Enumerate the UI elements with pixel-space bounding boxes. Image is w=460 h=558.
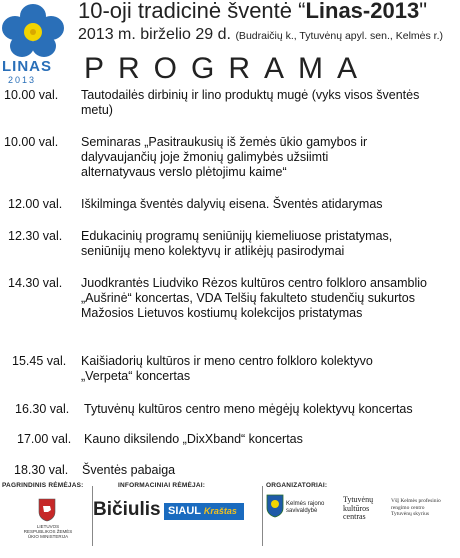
program-time: 14.30 val. [8,276,63,290]
program-time: 12.00 val. [8,197,63,211]
sponsors-footer [0,482,460,558]
page-title: 10-oji tradicinė šventė “Linas-2013" [78,0,427,23]
program-time: 17.00 val. [17,432,72,446]
flax-flower-icon [2,2,64,60]
program-description: Kauno diksilendo „DixXband“ koncertas [84,432,303,446]
program-description: Tytuvėnų kultūros centro meno mėgėjų kolektyvų koncertas [84,402,413,416]
organizers-label: ORGANIZATORIAI: [266,482,328,489]
program-time: 18.30 val. [14,463,69,477]
program-time: 10.00 val. [4,135,59,149]
programa-heading: PROGRAMA [84,52,372,85]
program-time: 12.30 val. [8,229,63,243]
event-date: 2013 m. birželio 29 d. (Budraičių k., Tytuvėnų apyl. sen., Kelmės r.) [78,26,444,43]
program-description: Juodkrantės Liudviko Rėzos kultūros centro folkloro ansamblio „Aušrinė“ koncertas, VDA Telšių fakulteto studenčių sukurtos Mažosios Lietuvos kostiumų kolekcijos pristatymas [81,276,428,320]
kelmes-emblem-icon [266,494,284,518]
siauliu-krastas-logo: SIAUL Kraštas [164,503,244,520]
kelmes-municipality: Kelmės rajono savivaldybė [286,501,325,514]
program-description: Seminaras „Pasitraukusių iš žemės ūkio gamybos ir dalyvaujančių joje žmonių galimybės užsiimti alternatyvaus verslo plėtojimu kaime“ [81,135,368,179]
biciulis-logo: Bičiulis [93,499,161,520]
program-description: Tautodailės dirbinių ir lino produktų mugė (vyks visos šventės metu) [81,88,420,117]
logo-text: LINAS [2,58,52,75]
program-description: Šventės pabaiga [82,463,176,477]
kelmes-vocational-centre: VšĮ Kelmės profesinio rengimo centro Tytuvėnų skyrius [391,498,441,517]
program-description: Edukacinių programų seniūnijų kiemeliuose pristatymas, seniūnijų meno kolektyvų ir atlikėjų pasirodymai [81,229,393,258]
program-description: Iškilminga šventės dalyvių eisena. Šventės atidarymas [81,197,383,211]
lithuania-coat-of-arms-icon [38,498,56,522]
main-sponsor-label: PAGRINDINIS RĖMĖJAS: [2,482,84,489]
logo-year: 2013 [8,75,37,85]
divider [262,486,263,546]
program-time: 16.30 val. [15,402,70,416]
tytuvenu-culture-centre: Tytuvėnų kultūros centras [343,495,374,521]
event-location: (Budraičių k., Tytuvėnų apyl. sen., Kelmės r.) [235,30,444,42]
linas-logo [2,2,72,88]
program-description: Kaišiadorių kultūros ir meno centro folkloro kolektyvo „Verpeta“ koncertas [81,354,373,383]
program-time: 15.45 val. [12,354,67,368]
program-time: 10.00 val. [4,88,59,102]
info-sponsors-label: INFORMACINIAI RĖMĖJAI: [118,482,206,489]
ministry-name: LIETUVOS RESPUBLIKOS ŽEMĖS ŪKIO MINISTERIJA [23,524,73,539]
